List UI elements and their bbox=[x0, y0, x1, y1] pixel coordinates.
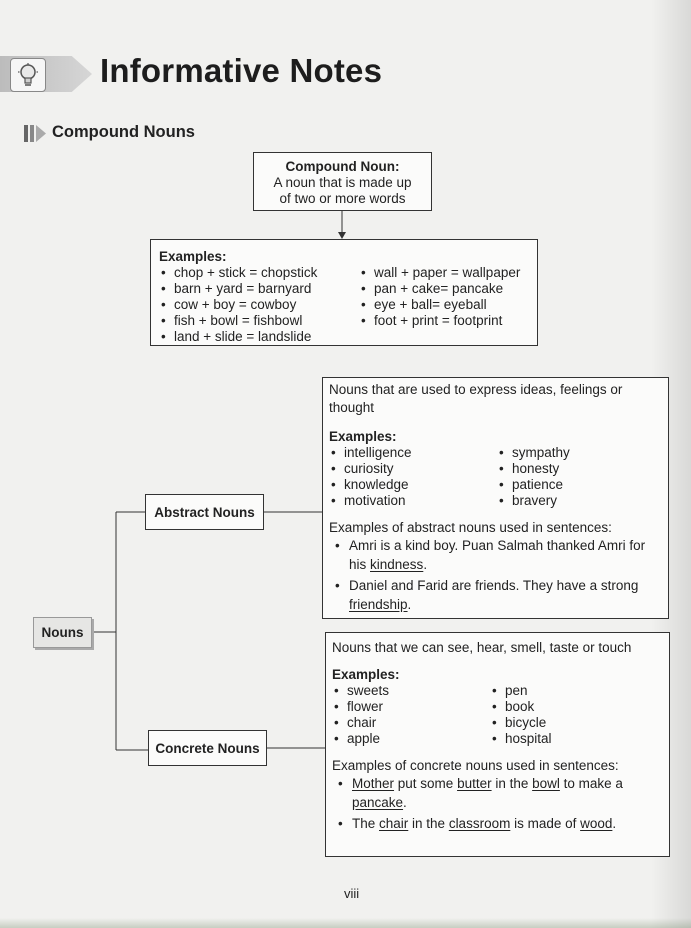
concrete-examples-left bbox=[332, 683, 490, 747]
section-title: Compound Nouns bbox=[52, 123, 195, 141]
list-item: • land + slide = landslide bbox=[159, 329, 359, 345]
definition-line: of two or more words bbox=[279, 191, 406, 206]
sentences-label: Examples of abstract nouns used in sentences: bbox=[329, 520, 612, 535]
list-item: • chop + stick = chopstick bbox=[159, 265, 359, 281]
concrete-examples-right bbox=[490, 683, 552, 747]
definition-heading: Compound Noun: bbox=[285, 159, 400, 174]
concrete-nouns-label: Concrete Nouns bbox=[148, 730, 267, 766]
list-item: • barn + yard = barnyard bbox=[159, 281, 359, 297]
sentence-item: • Amri is a kind boy. Puan Salmah thanked Amri for his kindness. bbox=[329, 536, 662, 574]
list-item: • sweets bbox=[332, 683, 490, 699]
list-item: • motivation bbox=[329, 493, 497, 509]
list-item: • foot + print = footprint bbox=[359, 313, 520, 329]
list-item: • hospital bbox=[490, 731, 552, 747]
list-item: • patience bbox=[497, 477, 570, 493]
compound-examples-box bbox=[150, 239, 538, 346]
compound-examples-left bbox=[159, 265, 359, 345]
page-number: viii bbox=[344, 886, 360, 901]
definition-line: A noun that is made up bbox=[273, 175, 412, 190]
compound-examples-right bbox=[359, 265, 520, 345]
concrete-sentences bbox=[332, 774, 663, 833]
list-item: • curiosity bbox=[329, 461, 497, 477]
list-item: • flower bbox=[332, 699, 490, 715]
sentence-item: • Daniel and Farid are friends. They have a strong friendship. bbox=[329, 576, 662, 614]
abstract-nouns-label: Abstract Nouns bbox=[145, 494, 264, 530]
examples-label: Examples: bbox=[159, 249, 227, 264]
list-item: • honesty bbox=[497, 461, 570, 477]
list-item: • bicycle bbox=[490, 715, 552, 731]
list-item: • bravery bbox=[497, 493, 570, 509]
list-item: • intelligence bbox=[329, 445, 497, 461]
abstract-nouns-box bbox=[322, 377, 669, 619]
list-item: • pan + cake= pancake bbox=[359, 281, 520, 297]
concrete-description: Nouns that we can see, hear, smell, taste or touch bbox=[332, 640, 632, 655]
list-item: • cow + boy = cowboy bbox=[159, 297, 359, 313]
sentences-label: Examples of concrete nouns used in sentences: bbox=[332, 758, 619, 773]
list-item: • knowledge bbox=[329, 477, 497, 493]
abstract-sentences bbox=[329, 536, 662, 614]
examples-label: Examples: bbox=[332, 667, 400, 682]
abstract-examples-left bbox=[329, 445, 497, 509]
list-item: • sympathy bbox=[497, 445, 570, 461]
sentence-item: • Mother put some butter in the bowl to make a pancake. bbox=[332, 774, 663, 812]
list-item: • book bbox=[490, 699, 552, 715]
list-item: • chair bbox=[332, 715, 490, 731]
list-item: • pen bbox=[490, 683, 552, 699]
abstract-examples-right bbox=[497, 445, 570, 509]
list-item: • fish + bowl = fishbowl bbox=[159, 313, 359, 329]
list-item: • wall + paper = wallpaper bbox=[359, 265, 520, 281]
concrete-nouns-box bbox=[325, 632, 670, 857]
list-item: • eye + ball= eyeball bbox=[359, 297, 520, 313]
nouns-root-label: Nouns bbox=[33, 617, 92, 648]
compound-noun-definition-box bbox=[253, 152, 432, 211]
abstract-description: Nouns that are used to express ideas, feelings or thought bbox=[329, 382, 623, 415]
list-item: • apple bbox=[332, 731, 490, 747]
page-title: Informative Notes bbox=[100, 52, 383, 89]
sentence-item: • The chair in the classroom is made of wood. bbox=[332, 814, 663, 833]
examples-label: Examples: bbox=[329, 429, 397, 444]
